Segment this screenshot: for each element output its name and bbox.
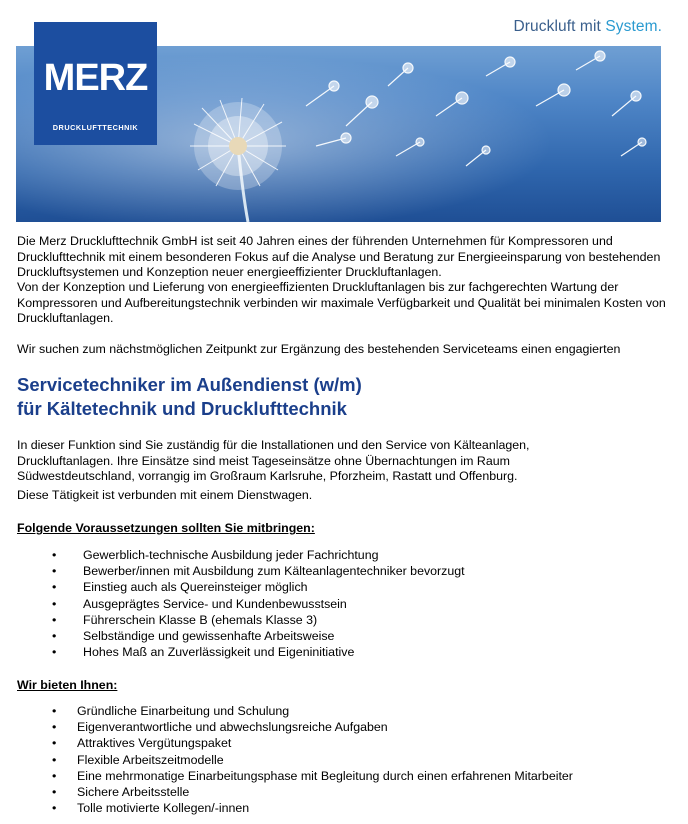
bullet-icon: • xyxy=(52,801,57,816)
bullet-icon: • xyxy=(52,548,57,562)
job-title-line-2: für Kältetechnik und Drucklufttechnik xyxy=(17,398,347,419)
brand-tagline xyxy=(513,18,662,36)
bullet-icon: • xyxy=(52,704,57,718)
bullet-icon: • xyxy=(52,596,57,611)
job-description: In dieser Funktion sind Sie zuständig für die Installationen und den Service von Kälteanlagen, Druckluftanlagen. Ihre Einsätze sind meist Tageseinsätze ohne Übernachtungen im Raum Südwestdeutschland, vorrangig im Großraum Karlsruhe, Pforzheim, Rastatt und Offenburg. xyxy=(17,438,530,483)
bullet-icon: • xyxy=(52,645,57,660)
bullet-icon: • xyxy=(52,612,57,627)
bullet-icon: • xyxy=(52,784,57,799)
bullet-icon: • xyxy=(52,628,57,643)
bullet-icon: • xyxy=(52,736,57,751)
intro-paragraph-1: Die Merz Drucklufttechnik GmbH ist seit 40 Jahren eines der führenden Unternehmen für Kompressoren und Drucklufttechnik mit einem besonderen Fokus auf die Analyse und Beratung zur Energieeinsparung von bestehenden Druckluftsystemen und Konzeption neuer energieeffizienter Druckluftanlagen. xyxy=(17,234,661,279)
requirements-title: Folgende Voraussetzungen sollten Sie mitbringen: xyxy=(17,521,315,535)
bullet-icon: • xyxy=(52,720,57,735)
job-title-line-1: Servicetechniker im Außendienst (w/m) xyxy=(17,374,362,395)
tagline-accent: System. xyxy=(605,18,662,35)
logo-wordmark: MERZ xyxy=(43,57,148,99)
tagline-main: Druckluft mit xyxy=(513,18,601,35)
merz-logo xyxy=(34,22,157,145)
logo-subtitle: DRUCKLUFTTECHNIK xyxy=(52,123,139,132)
bullet-icon: • xyxy=(52,768,57,783)
bullet-icon: • xyxy=(52,752,57,767)
bullet-icon: • xyxy=(52,564,57,579)
bullet-icon: • xyxy=(52,580,57,595)
job-description-car: Diese Tätigkeit ist verbunden mit einem Dienstwagen. xyxy=(17,488,313,502)
intro-paragraph-2: Von der Konzeption und Lieferung von energieeffizienten Druckluftanlagen bis zur fachgerechten Wartung der Kompressoren und Aufbereitungstechnik verbinden wir maximale Verfügbarkeit und Qualität bei minimalen Kosten von Druckluftanlagen. xyxy=(17,280,666,325)
intro-paragraph-3: Wir suchen zum nächstmöglichen Zeitpunkt zur Ergänzung des bestehenden Serviceteams einen engagierten xyxy=(17,342,621,356)
offer-title: Wir bieten Ihnen: xyxy=(17,678,118,692)
